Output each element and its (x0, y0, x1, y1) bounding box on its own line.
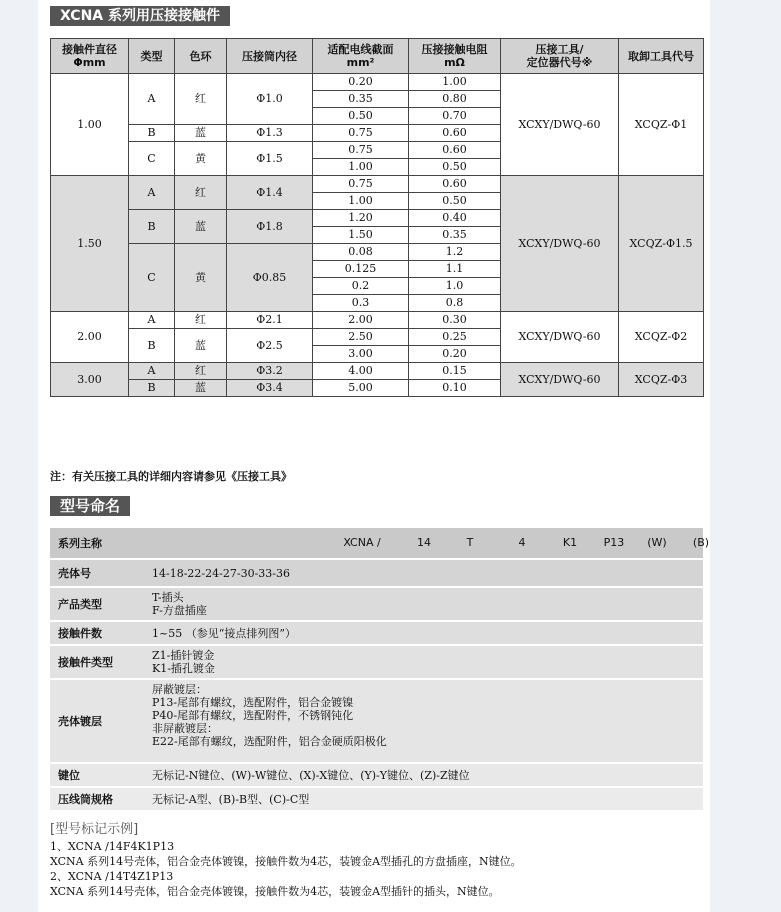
type-cell: C (129, 142, 175, 176)
naming-line: Z1-插针镀金 (152, 649, 215, 662)
color-ring-cell: 蓝 (175, 380, 227, 397)
naming-line: T-插头 (152, 591, 184, 604)
wire-section-cell: 2.00 (313, 312, 409, 329)
example-line: XCNA 系列14号壳体，铝合金壳体镀镍，接触件数为4芯，装镀金A型插针的插头，N键位。 (50, 885, 500, 898)
color-ring-cell: 黄 (175, 142, 227, 176)
naming-line: F-方盘插座 (152, 604, 207, 617)
naming-row (50, 528, 710, 560)
removal-tool-cell: XCQZ-Φ1 (619, 74, 704, 176)
barrel-diameter-cell: Φ3.2 (227, 363, 313, 380)
naming-line: E22-尾部有螺纹，选配附件，铝合金硬质阳极化 (152, 735, 387, 748)
barrel-diameter-cell: Φ1.5 (227, 142, 313, 176)
naming-row (50, 646, 703, 680)
color-ring-cell: 红 (175, 363, 227, 380)
contact-resistance-cell: 0.8 (409, 295, 501, 312)
document-page (38, 0, 710, 912)
model-code-segment: 4 (518, 536, 526, 549)
naming-value (144, 788, 703, 810)
example-line: XCNA 系列14号壳体，铝合金壳体镀镍，接触件数为4芯，装镀金A型插孔的方盘插座，N键位。 (50, 855, 522, 868)
barrel-diameter-cell: Φ0.85 (227, 244, 313, 312)
wire-section-cell: 4.00 (313, 363, 409, 380)
model-code-strip (320, 528, 724, 558)
table-note: 注：有关压接工具的详细内容请参见《压接工具》 (50, 470, 292, 483)
color-ring-cell: 蓝 (175, 125, 227, 142)
naming-row (50, 560, 703, 588)
removal-tool-cell: XCQZ-Φ3 (619, 363, 704, 397)
contact-diameter-cell: 2.00 (51, 312, 129, 363)
barrel-diameter-cell: Φ1.4 (227, 176, 313, 210)
model-code-segment: T (466, 536, 474, 549)
naming-label: 壳体号 (50, 560, 144, 586)
contact-resistance-cell: 1.2 (409, 244, 501, 261)
contact-resistance-cell: 1.1 (409, 261, 501, 278)
naming-row (50, 788, 703, 812)
color-ring-cell: 红 (175, 74, 227, 125)
table-row (51, 176, 704, 193)
contact-resistance-cell: 0.20 (409, 346, 501, 363)
barrel-diameter-cell: Φ1.0 (227, 74, 313, 125)
wire-section-cell: 0.08 (313, 244, 409, 261)
type-cell: A (129, 74, 175, 125)
wire-section-cell: 5.00 (313, 380, 409, 397)
model-code-segment: (W) (647, 536, 667, 549)
naming-line: P13-尾部有螺纹，选配附件，铝合金镀镍 (152, 696, 354, 709)
contact-resistance-cell: 1.00 (409, 74, 501, 91)
contact-diameter-cell: 1.00 (51, 74, 129, 176)
wire-section-cell: 0.75 (313, 176, 409, 193)
column-header: 类型 (129, 39, 175, 74)
contact-resistance-cell: 0.70 (409, 108, 501, 125)
color-ring-cell: 红 (175, 312, 227, 329)
contact-spec-table (50, 38, 704, 397)
contact-resistance-cell: 0.25 (409, 329, 501, 346)
crimp-tool-cell: XCXY/DWQ-60 (501, 74, 619, 176)
model-code-segment: 14 (417, 536, 431, 549)
naming-row (50, 588, 703, 622)
wire-section-cell: 0.2 (313, 278, 409, 295)
naming-line: 屏蔽镀层： (152, 683, 207, 696)
wire-section-cell: 2.50 (313, 329, 409, 346)
naming-value (144, 588, 703, 620)
contact-resistance-cell: 0.80 (409, 91, 501, 108)
table-row (51, 312, 704, 329)
barrel-diameter-cell: Φ1.8 (227, 210, 313, 244)
wire-section-cell: 1.00 (313, 159, 409, 176)
contact-resistance-cell: 1.0 (409, 278, 501, 295)
naming-line: P40-尾部有螺纹，选配附件，不锈钢钝化 (152, 709, 354, 722)
naming-value (144, 560, 703, 586)
naming-value (144, 764, 703, 786)
wire-section-cell: 0.125 (313, 261, 409, 278)
section-title-contacts: XCNA 系列用压接接触件 (50, 6, 230, 26)
model-code-segment: (B) (692, 536, 710, 549)
naming-line: 无标记-A型、(B)-B型、(C)-C型 (152, 792, 310, 806)
crimp-tool-cell: XCXY/DWQ-60 (501, 312, 619, 363)
model-code-segment: K1 (562, 536, 578, 549)
naming-line: 14-18-22-24-27-30-33-36 (152, 566, 290, 580)
wire-section-cell: 3.00 (313, 346, 409, 363)
column-header: 色环 (175, 39, 227, 74)
wire-section-cell: 0.75 (313, 142, 409, 159)
naming-line: 非屏蔽镀层： (152, 722, 218, 735)
type-cell: A (129, 176, 175, 210)
column-header: 压接接触电阻 mΩ (409, 39, 501, 74)
color-ring-cell: 黄 (175, 244, 227, 312)
barrel-diameter-cell: Φ2.5 (227, 329, 313, 363)
contact-diameter-cell: 3.00 (51, 363, 129, 397)
crimp-tool-cell: XCXY/DWQ-60 (501, 363, 619, 397)
barrel-diameter-cell: Φ1.3 (227, 125, 313, 142)
model-naming-table (50, 528, 710, 812)
table-row (51, 74, 704, 91)
type-cell: B (129, 125, 175, 142)
naming-row (50, 622, 703, 646)
naming-label: 接触件数 (50, 622, 144, 644)
wire-section-cell: 0.3 (313, 295, 409, 312)
naming-label: 壳体镀层 (50, 680, 144, 762)
naming-line: K1-插孔镀金 (152, 662, 215, 675)
wire-section-cell: 0.20 (313, 74, 409, 91)
contact-resistance-cell: 0.50 (409, 159, 501, 176)
column-header: 接触件直径 Φmm (51, 39, 129, 74)
naming-row (50, 764, 703, 788)
wire-section-cell: 0.50 (313, 108, 409, 125)
naming-row (50, 680, 703, 764)
contact-resistance-cell: 0.35 (409, 227, 501, 244)
naming-value (144, 646, 703, 678)
contact-diameter-cell: 1.50 (51, 176, 129, 312)
naming-value (144, 622, 703, 644)
type-cell: A (129, 363, 175, 380)
naming-label: 系列主称 (50, 528, 144, 558)
removal-tool-cell: XCQZ-Φ2 (619, 312, 704, 363)
type-cell: C (129, 244, 175, 312)
color-ring-cell: 蓝 (175, 329, 227, 363)
contact-resistance-cell: 0.30 (409, 312, 501, 329)
barrel-diameter-cell: Φ2.1 (227, 312, 313, 329)
type-cell: B (129, 329, 175, 363)
color-ring-cell: 蓝 (175, 210, 227, 244)
model-code-segment: XCNA / (343, 536, 381, 549)
type-cell: B (129, 210, 175, 244)
wire-section-cell: 1.00 (313, 193, 409, 210)
naming-label: 键位 (50, 764, 144, 786)
section-title-naming: 型号命名 (50, 496, 130, 516)
naming-line: 1~55 （参见“接点排列图”） (152, 626, 296, 640)
removal-tool-cell: XCQZ-Φ1.5 (619, 176, 704, 312)
example-line: 1、XCNA /14F4K1P13 (50, 840, 175, 853)
type-cell: A (129, 312, 175, 329)
color-ring-cell: 红 (175, 176, 227, 210)
naming-value (144, 680, 703, 762)
contact-resistance-cell: 0.50 (409, 193, 501, 210)
contact-resistance-cell: 0.60 (409, 125, 501, 142)
contact-resistance-cell: 0.40 (409, 210, 501, 227)
column-header: 适配电线截面 mm² (313, 39, 409, 74)
wire-section-cell: 0.35 (313, 91, 409, 108)
contact-resistance-cell: 0.15 (409, 363, 501, 380)
column-header: 压接工具/ 定位器代号※ (501, 39, 619, 74)
wire-section-cell: 0.75 (313, 125, 409, 142)
model-code-segment: P13 (603, 536, 625, 549)
example-line: 2、XCNA /14T4Z1P13 (50, 870, 174, 883)
wire-section-cell: 1.20 (313, 210, 409, 227)
contact-resistance-cell: 0.10 (409, 380, 501, 397)
naming-line: 无标记-N键位、(W)-W键位、(X)-X键位、(Y)-Y键位、(Z)-Z键位 (152, 768, 470, 782)
column-header: 取卸工具代号 (619, 39, 704, 74)
naming-label: 压线筒规格 (50, 788, 144, 810)
table-header-row (51, 39, 704, 74)
contact-resistance-cell: 0.60 (409, 176, 501, 193)
table-row (51, 363, 704, 380)
contact-resistance-cell: 0.60 (409, 142, 501, 159)
crimp-tool-cell: XCXY/DWQ-60 (501, 176, 619, 312)
wire-section-cell: 1.50 (313, 227, 409, 244)
barrel-diameter-cell: Φ3.4 (227, 380, 313, 397)
type-cell: B (129, 380, 175, 397)
naming-label: 接触件类型 (50, 646, 144, 678)
examples-title: [型号标记示例] (50, 822, 139, 837)
naming-label: 产品类型 (50, 588, 144, 620)
column-header: 压接筒内径 (227, 39, 313, 74)
